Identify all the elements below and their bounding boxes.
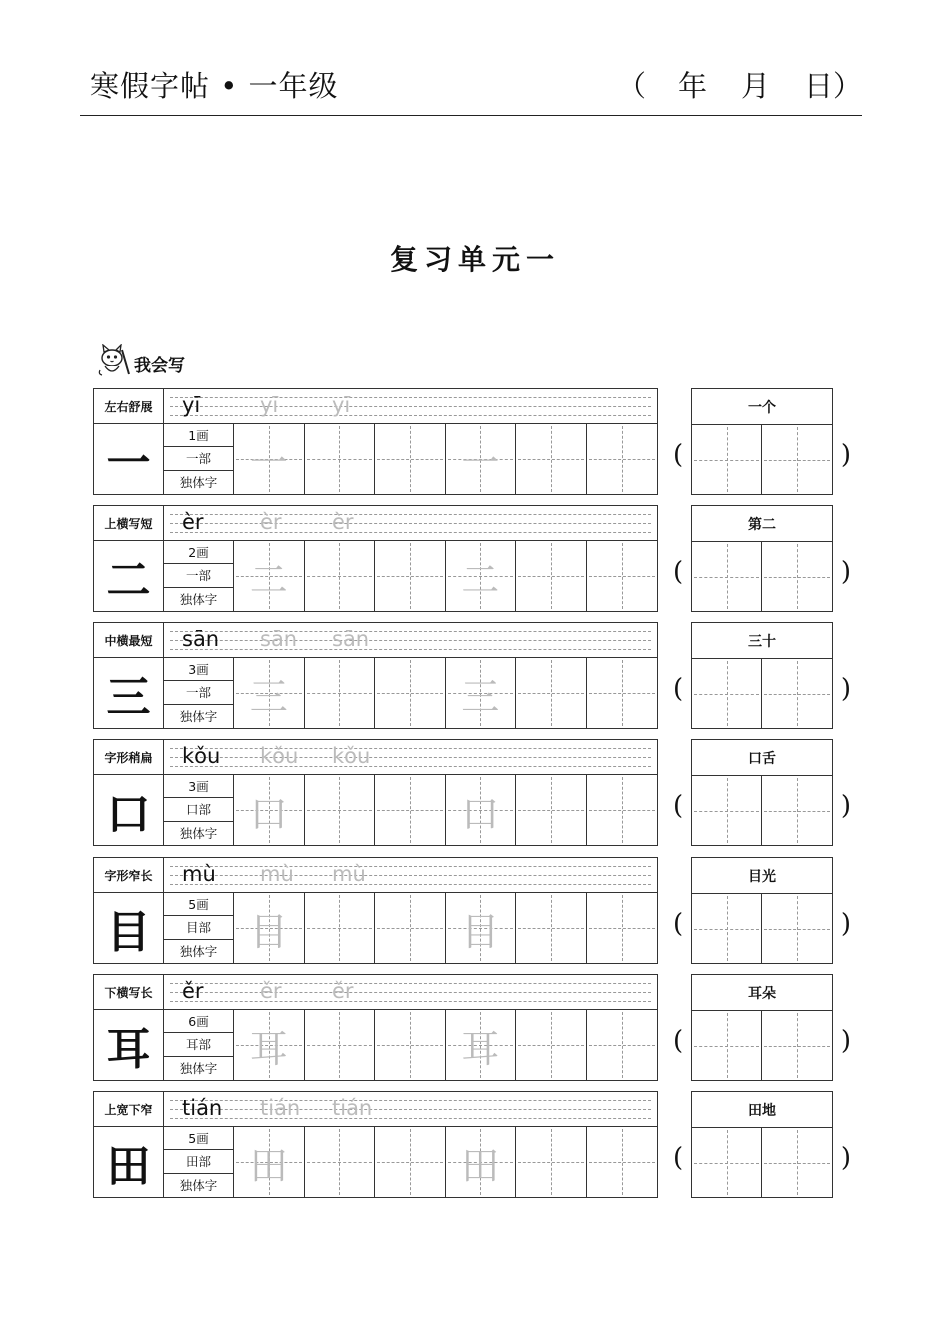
char-strip [93, 1127, 658, 1198]
char-info [164, 541, 234, 611]
word-grid [692, 659, 832, 728]
word-grid [692, 776, 832, 845]
pinyin-strip [93, 622, 658, 658]
char-strip [93, 424, 658, 495]
word-cell[interactable] [692, 659, 762, 728]
word-box [691, 857, 833, 964]
char-info [164, 893, 234, 963]
writing-tip: 左右舒展 [94, 389, 164, 423]
word-grid [692, 894, 832, 963]
pinyin-strip [93, 857, 658, 893]
radical: 一部 [164, 681, 233, 704]
word-practice [673, 974, 853, 1081]
practice-cell[interactable] [305, 658, 376, 728]
word-grid [692, 542, 832, 611]
practice-cell[interactable] [375, 775, 446, 845]
header-title: 寒假字帖 • 一年级 [90, 69, 339, 103]
trace-char: 二 [249, 557, 288, 602]
practice-row [93, 1091, 658, 1198]
pinyin-area [164, 858, 657, 892]
paren-open: ( [673, 1143, 684, 1173]
trace-char: 目 [461, 909, 500, 954]
word-practice [673, 505, 853, 612]
model-char: 耳 [94, 1010, 164, 1080]
char-strip [93, 1010, 658, 1081]
writing-tip: 中横最短 [94, 623, 164, 657]
practice-cell[interactable] [305, 541, 376, 611]
pinyin-trace: kǒu [260, 744, 299, 768]
practice-cell[interactable] [234, 424, 305, 494]
practice-cell[interactable] [234, 1127, 305, 1197]
practice-cell[interactable] [446, 424, 517, 494]
word-cell[interactable] [762, 542, 832, 611]
char-info [164, 658, 234, 728]
structure: 独体字 [179, 709, 218, 725]
char-strip [93, 893, 658, 964]
practice-cell[interactable] [587, 775, 658, 845]
word-label: 三十 [692, 623, 832, 659]
practice-grid [234, 1127, 657, 1197]
stroke-count: 5画 [164, 1127, 233, 1150]
char-info [164, 1010, 234, 1080]
structure: 独体字 [179, 826, 218, 842]
pinyin-area [164, 389, 657, 423]
practice-cell[interactable] [587, 1010, 658, 1080]
pinyin: mù [182, 862, 216, 886]
word-grid [692, 1011, 832, 1080]
pinyin-strip [93, 974, 658, 1010]
practice-cell[interactable] [446, 658, 517, 728]
word-cell[interactable] [692, 894, 762, 963]
practice-cell[interactable] [375, 1127, 446, 1197]
practice-cell[interactable] [234, 541, 305, 611]
word-label: 目光 [692, 858, 832, 894]
word-cell[interactable] [762, 894, 832, 963]
practice-cell[interactable] [375, 1010, 446, 1080]
structure: 独体字 [179, 592, 218, 608]
practice-row [93, 739, 658, 846]
paren-close: ) [840, 1026, 851, 1056]
pinyin-trace: kǒu [332, 744, 371, 768]
trace-char: 一 [461, 440, 500, 485]
word-practice [673, 622, 853, 729]
word-box [691, 1091, 833, 1198]
practice-grid [234, 658, 657, 728]
word-cell[interactable] [692, 1128, 762, 1197]
practice-cell[interactable] [234, 775, 305, 845]
word-cell[interactable] [692, 776, 762, 845]
word-practice [673, 857, 853, 964]
stroke-count: 3画 [164, 658, 233, 681]
trace-char: 目 [249, 909, 288, 954]
writing-tip: 下横写长 [94, 975, 164, 1009]
word-cell[interactable] [692, 425, 762, 494]
pinyin-trace: tián [332, 1096, 373, 1120]
writing-tip: 字形稍扁 [94, 740, 164, 774]
date-open: （ [616, 69, 646, 103]
model-char: 一 [94, 424, 164, 494]
practice-row [93, 622, 658, 729]
writing-tip: 字形窄长 [94, 858, 164, 892]
stroke-count: 2画 [164, 541, 233, 564]
paren-open: ( [673, 791, 684, 821]
structure: 独体字 [179, 944, 218, 960]
word-box [691, 974, 833, 1081]
practice-cell[interactable] [516, 893, 587, 963]
pinyin-trace: tián [260, 1096, 301, 1120]
pinyin-strip [93, 1091, 658, 1127]
practice-cell[interactable] [375, 893, 446, 963]
writing-tip: 上横写短 [94, 506, 164, 540]
practice-cell[interactable] [305, 893, 376, 963]
pinyin-strip [93, 739, 658, 775]
pinyin: yī [182, 393, 201, 417]
trace-char: 三 [249, 674, 288, 719]
word-cell[interactable] [762, 776, 832, 845]
trace-char: 二 [461, 557, 500, 602]
cat-writing-icon [96, 344, 132, 378]
pinyin: sān [182, 627, 220, 651]
practice-cell[interactable] [516, 1010, 587, 1080]
word-practice [673, 388, 853, 495]
pinyin-area [164, 506, 657, 540]
practice-row [93, 505, 658, 612]
page-header [80, 62, 862, 116]
word-cell[interactable] [762, 425, 832, 494]
practice-cell[interactable] [587, 424, 658, 494]
pinyin-area [164, 623, 657, 657]
practice-cell[interactable] [375, 658, 446, 728]
practice-cell[interactable] [446, 893, 517, 963]
word-cell[interactable] [692, 542, 762, 611]
pinyin-strip [93, 388, 658, 424]
word-label: 第二 [692, 506, 832, 542]
pinyin: èr [182, 510, 204, 534]
date-day: 日） [803, 69, 862, 103]
practice-cell[interactable] [305, 775, 376, 845]
pinyin-trace: sān [260, 627, 298, 651]
model-char: 口 [94, 775, 164, 845]
practice-grid [234, 541, 657, 611]
practice-cell[interactable] [516, 541, 587, 611]
word-label: 耳朵 [692, 975, 832, 1011]
pinyin-area [164, 975, 657, 1009]
practice-cell[interactable] [234, 1010, 305, 1080]
word-label: 田地 [692, 1092, 832, 1128]
model-char: 目 [94, 893, 164, 963]
radical: 目部 [164, 916, 233, 939]
trace-char: 口 [461, 791, 500, 836]
practice-cell[interactable] [446, 1127, 517, 1197]
practice-row [93, 388, 658, 495]
pinyin-trace: mù [260, 862, 294, 886]
stroke-count: 3画 [164, 775, 233, 798]
word-cell[interactable] [762, 659, 832, 728]
practice-cell[interactable] [305, 424, 376, 494]
practice-cell[interactable] [587, 658, 658, 728]
stroke-count: 5画 [164, 893, 233, 916]
model-char: 二 [94, 541, 164, 611]
word-box [691, 505, 833, 612]
practice-cell[interactable] [234, 893, 305, 963]
practice-cell[interactable] [516, 775, 587, 845]
radical: 口部 [164, 798, 233, 821]
paren-open: ( [673, 1026, 684, 1056]
paren-close: ) [840, 1143, 851, 1173]
stroke-count: 6画 [164, 1010, 233, 1033]
structure: 独体字 [179, 1061, 218, 1077]
word-box [691, 388, 833, 495]
date-year: 年 [677, 69, 707, 103]
practice-cell[interactable] [516, 1127, 587, 1197]
practice-cell[interactable] [234, 658, 305, 728]
practice-cell[interactable] [516, 658, 587, 728]
pinyin-area [164, 740, 657, 774]
char-strip [93, 541, 658, 612]
paren-open: ( [673, 909, 684, 939]
char-info [164, 1127, 234, 1197]
word-grid [692, 1128, 832, 1197]
word-cell[interactable] [762, 1128, 832, 1197]
practice-cell[interactable] [587, 893, 658, 963]
word-label: 一个 [692, 389, 832, 425]
paren-open: ( [673, 557, 684, 587]
char-info [164, 424, 234, 494]
trace-char: 一 [249, 440, 288, 485]
practice-cell[interactable] [305, 1010, 376, 1080]
page-title: 复习单元一 [389, 243, 560, 276]
model-char: 三 [94, 658, 164, 728]
writing-tip: 上宽下窄 [94, 1092, 164, 1126]
word-practice [673, 739, 853, 846]
practice-cell[interactable] [375, 541, 446, 611]
word-grid [692, 425, 832, 494]
section-label-text: 我会写 [134, 356, 185, 376]
paren-close: ) [840, 557, 851, 587]
pinyin: kǒu [182, 744, 221, 768]
pinyin-strip [93, 505, 658, 541]
pinyin: tián [182, 1096, 223, 1120]
pinyin-trace: ěr [260, 979, 282, 1003]
trace-char: 口 [249, 791, 288, 836]
char-strip [93, 658, 658, 729]
practice-row [93, 857, 658, 964]
trace-char: 耳 [461, 1026, 500, 1071]
word-cell[interactable] [762, 1011, 832, 1080]
trace-char: 三 [461, 674, 500, 719]
pinyin-trace: mù [332, 862, 366, 886]
word-box [691, 622, 833, 729]
practice-grid [234, 1010, 657, 1080]
pinyin-trace: èr [260, 510, 282, 534]
pinyin-area [164, 1092, 657, 1126]
paren-open: ( [673, 440, 684, 470]
radical: 田部 [164, 1150, 233, 1173]
practice-grid [234, 424, 657, 494]
paren-close: ) [840, 791, 851, 821]
pinyin-trace: èr [332, 510, 354, 534]
practice-grid [234, 775, 657, 845]
practice-cell[interactable] [446, 541, 517, 611]
pinyin: ěr [182, 979, 204, 1003]
paren-close: ) [840, 674, 851, 704]
structure: 独体字 [179, 475, 218, 491]
word-box [691, 739, 833, 846]
radical: 一部 [164, 447, 233, 470]
practice-cell[interactable] [587, 541, 658, 611]
practice-cell[interactable] [587, 1127, 658, 1197]
section-label [96, 344, 185, 378]
pinyin-trace: ěr [332, 979, 354, 1003]
pinyin-trace: sān [332, 627, 370, 651]
radical: 一部 [164, 564, 233, 587]
paren-open: ( [673, 674, 684, 704]
practice-cell[interactable] [305, 1127, 376, 1197]
trace-char: 田 [249, 1143, 288, 1188]
practice-cell[interactable] [375, 424, 446, 494]
structure: 独体字 [179, 1178, 218, 1194]
practice-cell[interactable] [446, 775, 517, 845]
char-strip [93, 775, 658, 846]
word-label: 口舌 [692, 740, 832, 776]
paren-close: ) [840, 909, 851, 939]
header-date [617, 64, 862, 105]
model-char: 田 [94, 1127, 164, 1197]
trace-char: 耳 [249, 1026, 288, 1071]
radical: 耳部 [164, 1033, 233, 1056]
date-month: 月 [740, 69, 770, 103]
paren-close: ) [840, 440, 851, 470]
practice-cell[interactable] [516, 424, 587, 494]
stroke-count: 1画 [164, 424, 233, 447]
trace-char: 田 [461, 1143, 500, 1188]
pinyin-trace: yī [332, 393, 351, 417]
practice-row [93, 974, 658, 1081]
word-cell[interactable] [692, 1011, 762, 1080]
pinyin-trace: yī [260, 393, 279, 417]
practice-cell[interactable] [446, 1010, 517, 1080]
char-info [164, 775, 234, 845]
word-practice [673, 1091, 853, 1198]
practice-grid [234, 893, 657, 963]
